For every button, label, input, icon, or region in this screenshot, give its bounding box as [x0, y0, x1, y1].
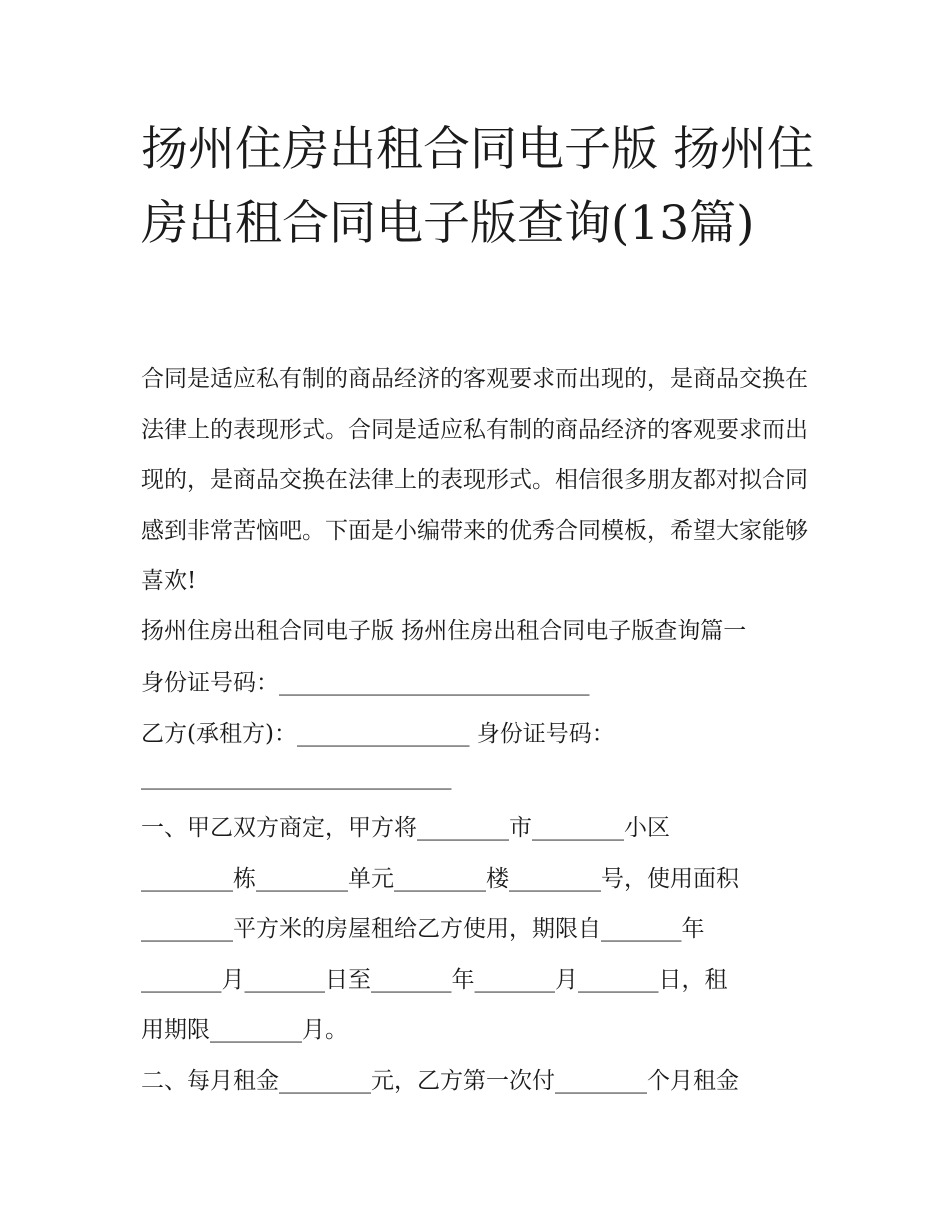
- id-number-line: 身份证号码：___________________________: [141, 670, 590, 696]
- clause-1-line-5: 用期限________月。: [141, 1017, 348, 1043]
- clause-1-line-3: ________平方米的房屋租给乙方使用，期限自_______年: [141, 916, 705, 942]
- clause-1-line-1: 一、甲乙双方商定，甲方将________市________小区: [141, 815, 670, 841]
- clause-1-line-4: _______月_______日至_______年_______月_______日，租: [141, 967, 728, 993]
- clause-1-line-2: ________栋________单元________楼________号，使用面积: [141, 866, 739, 892]
- party-b-line: 乙方(承租方)：_______________ 身份证号码：: [141, 721, 615, 747]
- clause-2-line-1: 二、每月租金________元，乙方第一次付________个月租金: [141, 1068, 739, 1094]
- intro-paragraph: 合同是适应私有制的商品经济的客观要求而出现的，是商品交换在法律上的表现形式。合同是适应私有制的商品经济的客观要求而出现的，是商品交换在法律上的表现形式。相信很多朋友都对拟合同感到非常苦恼吧。下面是小编带来的优秀合同模板，希望大家能够喜欢!: [141, 366, 808, 594]
- document-title: 扬州住房出租合同电子版 扬州住房出租合同电子版查询(13篇): [141, 122, 814, 251]
- party-b-id-blank: ___________________________: [141, 764, 452, 790]
- section-heading: 扬州住房出租合同电子版 扬州住房出租合同电子版查询篇一: [141, 618, 747, 644]
